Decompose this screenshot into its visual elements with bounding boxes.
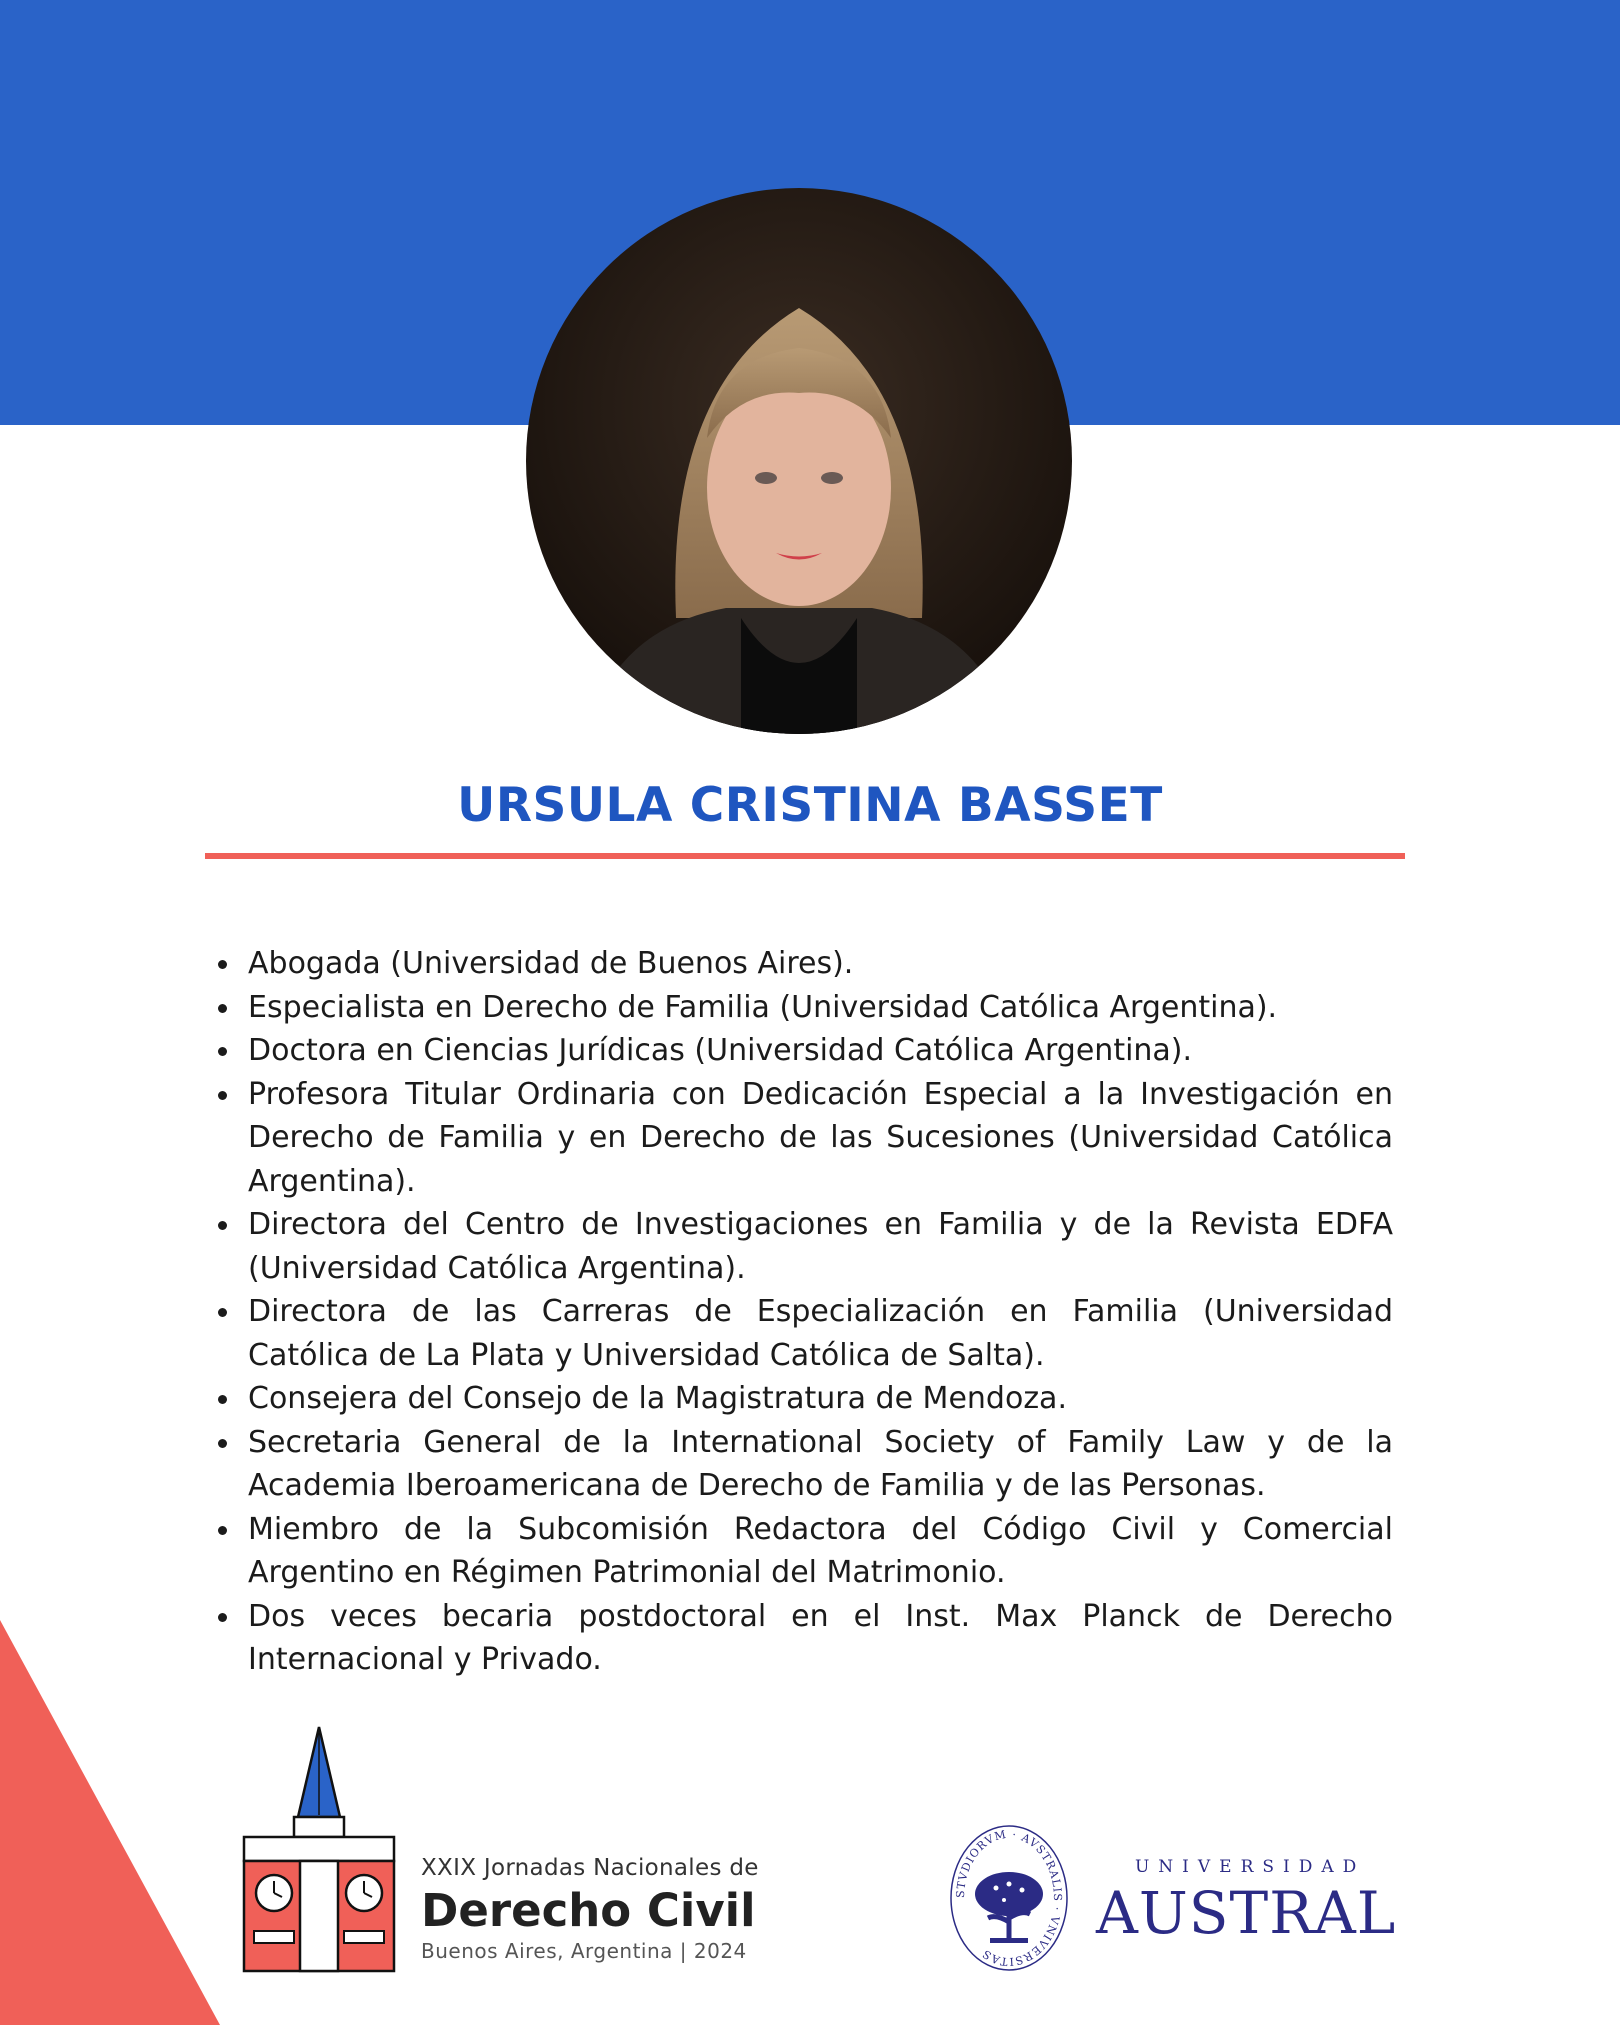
bio-item: Dos veces becaria postdoctoral en el Inst. Max Planck de Derecho Internacional y Privado. [205, 1595, 1393, 1682]
university-label: UNIVERSIDAD [1134, 1857, 1366, 1877]
bio-item: Miembro de la Subcomisión Redactora del Código Civil y Comercial Argentino en Régimen Patrimonial del Matrimonio. [205, 1508, 1393, 1595]
event-place-year: Buenos Aires, Argentina | 2024 [421, 1939, 747, 1963]
event-edition: XXIX Jornadas Nacionales de [421, 1855, 759, 1881]
corner-accent-triangle [0, 1620, 220, 2025]
bio-item: Doctora en Ciencias Jurídicas (Universidad Católica Argentina). [205, 1029, 1393, 1073]
seal-text: STVDIORVM · AVSTRALIS · VNIVERSITAS [953, 1827, 1065, 1969]
bio-item: Profesora Titular Ordinaria con Dedicación Especial a la Investigación en Derecho de Familia y en Derecho de las Sucesiones (Universidad Católica Argentina). [205, 1073, 1393, 1204]
bio-item: Abogada (Universidad de Buenos Aires). [205, 942, 1393, 986]
event-title: Derecho Civil [421, 1884, 756, 1937]
person-name: URSULA CRISTINA BASSET [457, 778, 1163, 833]
university-name: AUSTRAL [1096, 1879, 1397, 1947]
austral-seal-icon [946, 1822, 1072, 1974]
event-name [421, 1855, 759, 1963]
university-logo [1096, 1857, 1396, 1945]
profile-photo [526, 188, 1072, 734]
bio-item: Directora de las Carreras de Especialización en Familia (Universidad Católica de La Plata y Universidad Católica de Salta). [205, 1290, 1393, 1377]
bio-item: Secretaria General de la International Society of Family Law y de la Academia Iberoamericana de Derecho de Familia y de las Personas. [205, 1421, 1393, 1508]
bio-list [205, 942, 1393, 1682]
bio-item: Especialista en Derecho de Familia (Universidad Católica Argentina). [205, 986, 1393, 1030]
bio-item: Consejera del Consejo de la Magistratura de Mendoza. [205, 1377, 1393, 1421]
title-divider [205, 853, 1405, 859]
bio-item: Directora del Centro de Investigaciones en Familia y de la Revista EDFA (Universidad Católica Argentina). [205, 1203, 1393, 1290]
clock-tower-icon [238, 1725, 400, 1973]
